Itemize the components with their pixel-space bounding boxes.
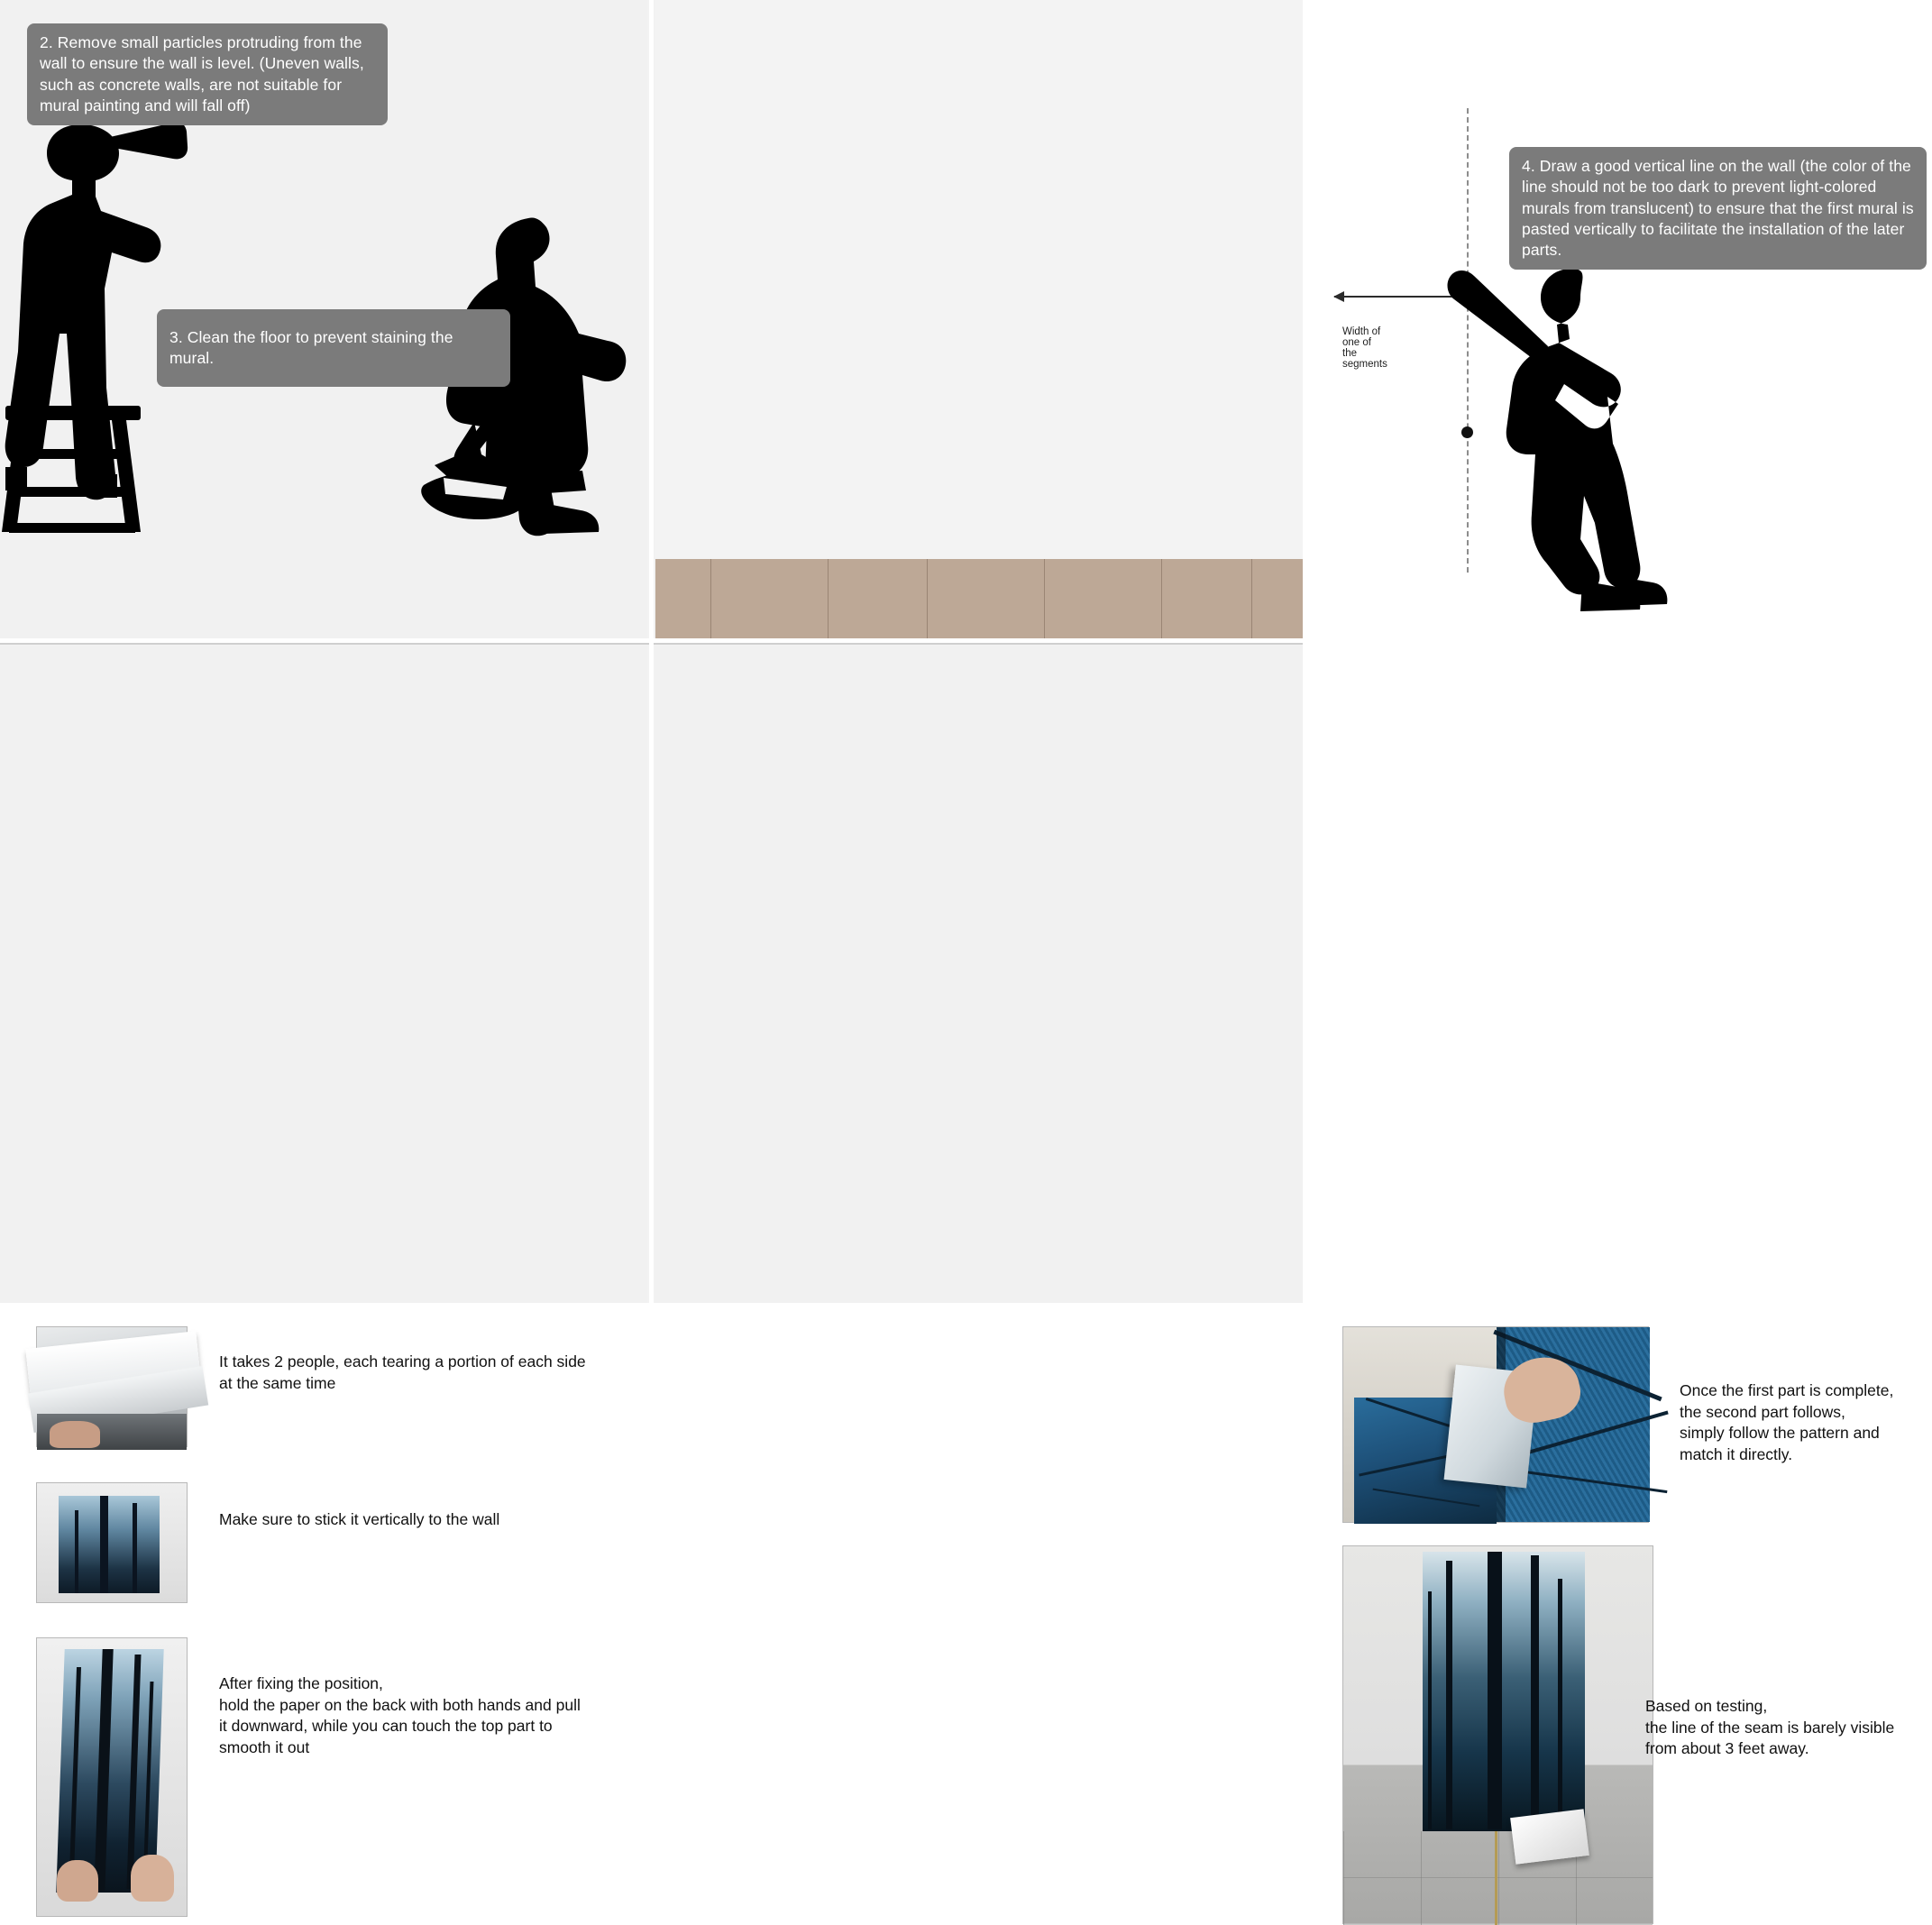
callout-step-4: 4. Draw a good vertical line on the wall (the color of the line should not be too dark to prevent light-colored murals from translucent) to ensure that the first mural is pasted vertically to facilitate the installation of the later parts.: [1509, 147, 1927, 270]
caption-seam: Based on testing, the line of the seam is barely visible from about 3 feet away.: [1645, 1697, 1895, 1758]
segment-width-label: Width of one of the segments: [1342, 326, 1387, 370]
panel-top-left: [0, 0, 647, 640]
wood-floor-photo: [655, 559, 1303, 640]
photo-vertical-panel: [36, 1482, 188, 1603]
panel-bottom-left: [0, 646, 647, 1756]
caption-vertical: Make sure to stick it vertically to the wall: [219, 1510, 500, 1528]
photo-second-part-matching: [1342, 1326, 1649, 1523]
step-ladder-silhouette: [0, 397, 162, 541]
caption-pull-down: After fixing the position, hold the paper on the back with both hands and pull it downward, while you can touch the top part to smooth it out: [219, 1674, 581, 1756]
panel-top-right: [655, 0, 1914, 640]
man-drawing-line-silhouette: [1449, 252, 1656, 613]
photo-seam-test: [1342, 1545, 1653, 1924]
caption-tearing: It takes 2 people, each tearing a portion of each side at the same time: [219, 1352, 586, 1392]
photo-pull-downward: [36, 1637, 188, 1917]
panel-bottom-right: [655, 646, 1895, 1758]
segment-width-arrow: [1334, 296, 1468, 298]
callout-step-2: 2. Remove small particles protruding from the wall to ensure the wall is level. (Uneven walls, such as concrete walls, are not suitable for mural painting and will fall off): [27, 23, 388, 125]
divider-vertical: [649, 0, 654, 1303]
caption-second-part: Once the first part is complete, the second part follows, simply follow the pattern and match it directly.: [1680, 1381, 1894, 1463]
callout-step-3: 3. Clean the floor to prevent staining the mural.: [157, 309, 510, 387]
photo-tearing-backing: [36, 1326, 188, 1447]
